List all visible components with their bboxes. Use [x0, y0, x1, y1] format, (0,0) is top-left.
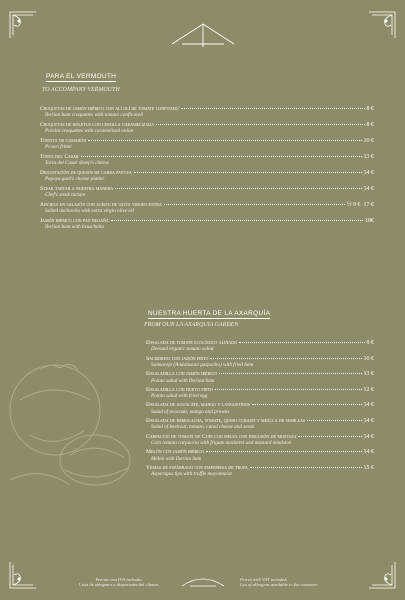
- menu-item-name: Croquetas de boletus con cebolla caramelizada: [40, 122, 154, 128]
- corner-ornament-icon: [367, 560, 397, 590]
- menu-item: [40, 186, 374, 198]
- menu-item-name: Ensalada de tomate ecológico aliñado: [146, 340, 237, 346]
- dot-leader: [115, 188, 361, 189]
- menu-item-description: Iberian ham with bruschetta: [45, 224, 104, 231]
- menu-item-name: Anchoa en salazón con aceite de oliva virgen extra: [40, 202, 162, 208]
- menu-item: [40, 218, 374, 230]
- menu-item-price: 12 €: [363, 386, 374, 393]
- menu-item: [40, 170, 374, 182]
- dot-leader: [134, 172, 362, 173]
- footer-english-note: [240, 577, 360, 588]
- menu-item-price: 15 €: [363, 464, 374, 471]
- menu-item: [40, 138, 374, 150]
- menu-item-description: Prawn fritter: [45, 144, 73, 151]
- dot-leader: [181, 108, 365, 109]
- menu-item-price: 8 €: [366, 106, 374, 112]
- dot-leader: [164, 204, 345, 205]
- menu-item-name: Croquetas de jamón ibérico con alí olí de tomate confitado: [40, 106, 179, 112]
- menu-item: [146, 356, 374, 368]
- menu-item-description: Coín tomato carpaccio with frigate mackerel and mustard emulsion: [151, 439, 292, 446]
- menu-item-price: 14 €: [363, 402, 374, 409]
- dot-leader: [239, 342, 365, 343]
- menu-item-description: Melon with Iberian ham: [151, 455, 202, 462]
- menu-item-description: Asparagus tips with truffle mayonnaise: [151, 471, 233, 478]
- menu-item-description: Payoya goat's cheese platter: [45, 176, 105, 183]
- menu-item-price: 13 €: [363, 371, 374, 378]
- dot-leader: [252, 404, 362, 405]
- dot-leader: [219, 373, 361, 374]
- corner-ornament-icon: [8, 560, 38, 590]
- menu-item-name: Torta del Casar: [40, 154, 79, 160]
- menu-item-name: Jamón ibérico con pan regañá: [40, 218, 109, 224]
- dot-leader: [210, 358, 361, 359]
- dot-leader: [111, 220, 363, 221]
- menu-item-name: Degustación de quesos de cabra payoya: [40, 170, 132, 176]
- menu-item-price: 13 €: [363, 154, 374, 160]
- section-title-vermouth: PARA EL VERMOUTH: [46, 73, 117, 80]
- menu-item-price: 18€: [365, 218, 374, 224]
- menu-item-description: Salmorejo (Andalusian gazpacho) with fried ham: [151, 362, 254, 368]
- menu-item-description: Salted anchovies with extra virgin olive oil: [45, 208, 134, 215]
- menu-item-description: Dressed organic tomato salad: [151, 346, 214, 353]
- menu-item-name: Yemas de espárrago con mahonesa de trufa: [146, 464, 248, 471]
- menu-item: [146, 371, 374, 383]
- vermouth-menu-list: [40, 106, 374, 234]
- menu-item-name: Ensaladilla con jamón ibérico: [146, 371, 218, 378]
- dot-leader: [156, 124, 365, 125]
- footer-vat-en: Prices with VAT included.: [240, 576, 288, 582]
- menu-item-name: Carpaccio de tomate de Coín con melva con emulsión de mostaza: [146, 433, 297, 440]
- menu-item-description: Chef's steak tartare: [45, 192, 86, 199]
- menu-item-name: Ensalada de remolacha, tomate, queso curado y mezcla de semillas: [146, 417, 306, 424]
- menu-item-name: Steak tartar a nuestra manera: [40, 186, 114, 192]
- dot-leader: [206, 451, 361, 452]
- roof-logo-icon: [170, 20, 236, 48]
- menu-item-name: Ensalada de aguacate, mango y langostinos: [146, 402, 250, 409]
- corner-ornament-icon: [367, 10, 397, 40]
- footer-allergens-en: List of allergens available to the customer.: [240, 582, 319, 588]
- menu-item-description: Iberian ham croquettes with tomato confit aioli: [45, 112, 144, 119]
- dot-leader: [298, 436, 361, 437]
- footer-spanish-note: [58, 577, 180, 588]
- menu-item-price: 8 €: [366, 122, 374, 128]
- dot-leader: [307, 420, 361, 421]
- menu-item-price: 17 €: [363, 202, 374, 208]
- menu-item-description: Torta del Casar sheep's cheese: [45, 160, 110, 167]
- menu-item: [146, 340, 374, 352]
- menu-item-price: 14 €: [363, 433, 374, 440]
- menu-item-price: 9 €: [366, 340, 374, 346]
- menu-item-price: 14 €: [363, 417, 374, 424]
- huerta-menu-list: [146, 340, 374, 480]
- menu-item: [40, 106, 374, 118]
- menu-item: [146, 465, 374, 477]
- menu-item-price: 14 €: [363, 449, 374, 456]
- corner-ornament-icon: [8, 10, 38, 40]
- dot-leader: [250, 467, 362, 468]
- menu-item-description: Potato salad with Iberian ham: [151, 377, 215, 384]
- menu-item-price: 10 €: [363, 355, 374, 362]
- dot-leader: [88, 140, 361, 141]
- menu-item-price: 14 €: [363, 186, 374, 192]
- menu-item: [146, 434, 374, 446]
- menu-item: [40, 122, 374, 134]
- dot-leader: [81, 156, 362, 157]
- menu-item-description: Potato salad with fried egg: [151, 393, 208, 400]
- dot-leader: [215, 389, 362, 390]
- menu-item: [146, 387, 374, 399]
- menu-item: [40, 154, 374, 166]
- section-subtitle-huerta: FROM OUR LA AXARQUIA GARDEN: [144, 322, 239, 328]
- menu-item-name: Ensaladilla con huevo frito: [146, 386, 213, 393]
- menu-item: [146, 418, 374, 430]
- menu-item-price: 10 €: [363, 138, 374, 144]
- menu-item-name: Tortita de camarón: [40, 138, 87, 144]
- footer-allergens-es: Lista de alérgenos a disposición del cliente.: [79, 582, 159, 588]
- menu-item-name: Salmorejo con jamón frito: [146, 355, 209, 362]
- section-subtitle-vermouth: TO ACCOMPANY VERMOUTH: [42, 87, 120, 93]
- menu-item: [40, 202, 374, 214]
- menu-item-half-price: ½ 9 €: [347, 202, 361, 208]
- roof-logo-small-icon: [180, 574, 226, 588]
- section-title-huerta: NUESTRA HUERTA DE LA AXARQUÍA: [148, 310, 271, 317]
- menu-item-description: Porcini croquettes with caramelised onion: [45, 128, 134, 135]
- menu-item-price: 14 €: [363, 170, 374, 176]
- footer-vat-es: Precios con IVA incluido.: [95, 576, 143, 582]
- menu-item-description: Salad of avocado, mango and prawns: [151, 408, 230, 415]
- menu-item: [146, 402, 374, 414]
- tomato-sketch-icon: [0, 340, 150, 500]
- menu-item: [146, 449, 374, 461]
- menu-item-name: Melón con jamón ibérico: [146, 449, 205, 456]
- menu-item-description: Salad of beetroot, tomato, cured cheese and seeds: [151, 424, 255, 431]
